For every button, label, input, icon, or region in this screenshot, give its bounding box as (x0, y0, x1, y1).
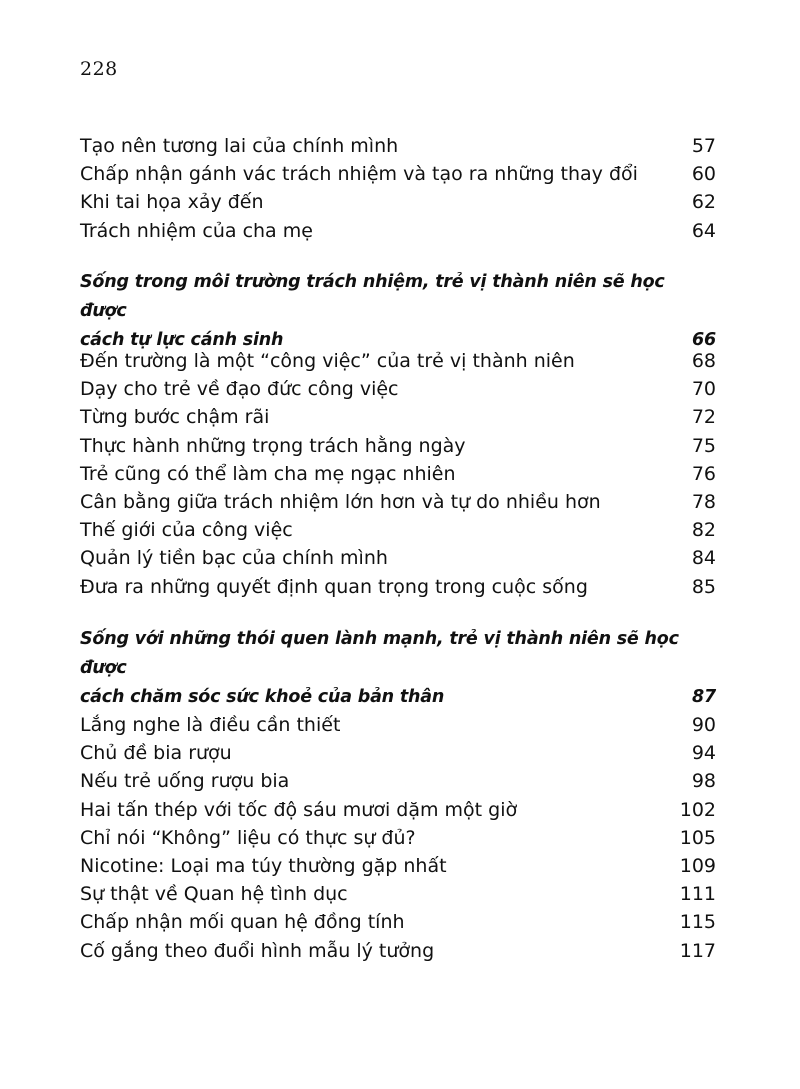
toc-entry-title: Chấp nhận gánh vác trách nhiệm và tạo ra những thay đổi (80, 163, 638, 186)
toc-entry (80, 852, 716, 880)
toc-entry (80, 403, 716, 431)
toc-entry-page: 85 (691, 575, 716, 598)
toc-entry-title: Hai tấn thép với tốc độ sáu mươi dặm một giờ (80, 798, 518, 821)
toc-entry (80, 937, 716, 965)
toc-entry-title: Thực hành những trọng trách hằng ngày (80, 434, 466, 457)
toc-entry-page: 117 (679, 939, 716, 962)
toc-entry (80, 739, 716, 767)
toc-entry (80, 544, 716, 572)
toc-entry-title: Chỉ nói “Không” liệu có thực sự đủ? (80, 826, 416, 849)
toc-entry-page: 109 (679, 854, 716, 877)
toc-entry-title: Lắng nghe là điều cần thiết (80, 714, 341, 736)
toc-entry-title: Trách nhiệm của cha mẹ (80, 219, 313, 242)
toc-entry (80, 908, 716, 936)
toc-entry-page: 105 (679, 826, 716, 849)
section-heading-line-with-page (80, 683, 716, 712)
toc-entry-title: Nếu trẻ uống rượu bia (80, 770, 290, 793)
toc-entry-title: Khi tai họa xảy đến (80, 191, 264, 214)
toc-entry-page: 82 (691, 519, 716, 542)
section-heading-2 (80, 625, 716, 712)
toc-entry-page: 84 (691, 547, 716, 570)
toc-entry (80, 573, 716, 601)
toc-entry (80, 217, 716, 245)
toc-entry (80, 432, 716, 460)
toc-entry-page: 76 (691, 462, 716, 485)
toc-entry (80, 347, 716, 375)
section-heading-line: Sống trong môi trường trách nhiệm, trẻ vị thành niên sẽ học được (80, 272, 665, 321)
toc-entry-title: Chủ đề bia rượu (80, 742, 232, 765)
toc-entry-page: 60 (691, 163, 716, 186)
toc-group-1 (80, 132, 716, 245)
toc-entry (80, 160, 716, 188)
toc-entry-page: 94 (691, 742, 716, 765)
toc-entry-title: Cân bằng giữa trách nhiệm lớn hơn và tự do nhiều hơn (80, 490, 601, 513)
toc-entry (80, 516, 716, 544)
toc-entry-page: 72 (691, 406, 716, 429)
toc-entry-title: Tạo nên tương lai của chính mình (80, 135, 399, 157)
toc-group-3 (80, 711, 716, 965)
toc-entry-page: 75 (691, 434, 716, 457)
toc-entry-title: Đưa ra những quyết định quan trọng trong cuộc sống (80, 575, 588, 598)
toc-entry (80, 796, 716, 824)
toc-entry-page: 115 (679, 911, 716, 934)
toc-entry (80, 132, 716, 160)
toc-entry-page: 62 (691, 191, 716, 214)
toc-entry (80, 375, 716, 403)
toc-entry-title: Dạy cho trẻ về đạo đức công việc (80, 378, 399, 401)
toc-entry-page: 102 (679, 798, 716, 821)
toc-entry-title: Nicotine: Loại ma túy thường gặp nhất (80, 854, 447, 877)
toc-entry-title: Quản lý tiền bạc của chính mình (80, 547, 388, 570)
toc-entry (80, 188, 716, 216)
toc-entry (80, 880, 716, 908)
toc-entry-title: Sự thật về Quan hệ tình dục (80, 883, 348, 906)
toc-entry-page: 57 (691, 135, 716, 157)
toc-entry (80, 711, 716, 739)
toc-entry (80, 460, 716, 488)
section-heading-page: 87 (692, 687, 716, 707)
toc-entry (80, 488, 716, 516)
toc-entry-title: Chấp nhận mối quan hệ đồng tính (80, 911, 405, 934)
toc-group-2 (80, 347, 716, 601)
section-heading-line: cách tự lực cánh sinh (80, 330, 284, 350)
toc-entry (80, 767, 716, 795)
section-heading-line: cách chăm sóc sức khoẻ của bản thân (80, 687, 445, 707)
toc-entry-page: 68 (691, 350, 716, 372)
toc-entry-page: 111 (679, 883, 716, 906)
toc-entry-page: 90 (691, 714, 716, 736)
section-heading-page: 66 (692, 330, 716, 350)
toc-entry-title: Trẻ cũng có thể làm cha mẹ ngạc nhiên (80, 462, 456, 485)
toc-entry-title: Thế giới của công việc (80, 519, 293, 542)
section-heading-line: Sống với những thói quen lành mạnh, trẻ vị thành niên sẽ học được (80, 629, 679, 678)
toc-entry-title: Cố gắng theo đuổi hình mẫu lý tưởng (80, 939, 435, 962)
toc-entry-page: 98 (691, 770, 716, 793)
section-heading-1 (80, 268, 716, 355)
page-number: 228 (80, 58, 118, 80)
toc-entry-page: 64 (691, 219, 716, 242)
toc-entry-title: Đến trường là một “công việc” của trẻ vị thành niên (80, 350, 575, 372)
toc-entry-page: 78 (691, 490, 716, 513)
toc-entry (80, 824, 716, 852)
toc-entry-title: Từng bước chậm rãi (80, 406, 270, 429)
toc-entry-page: 70 (691, 378, 716, 401)
